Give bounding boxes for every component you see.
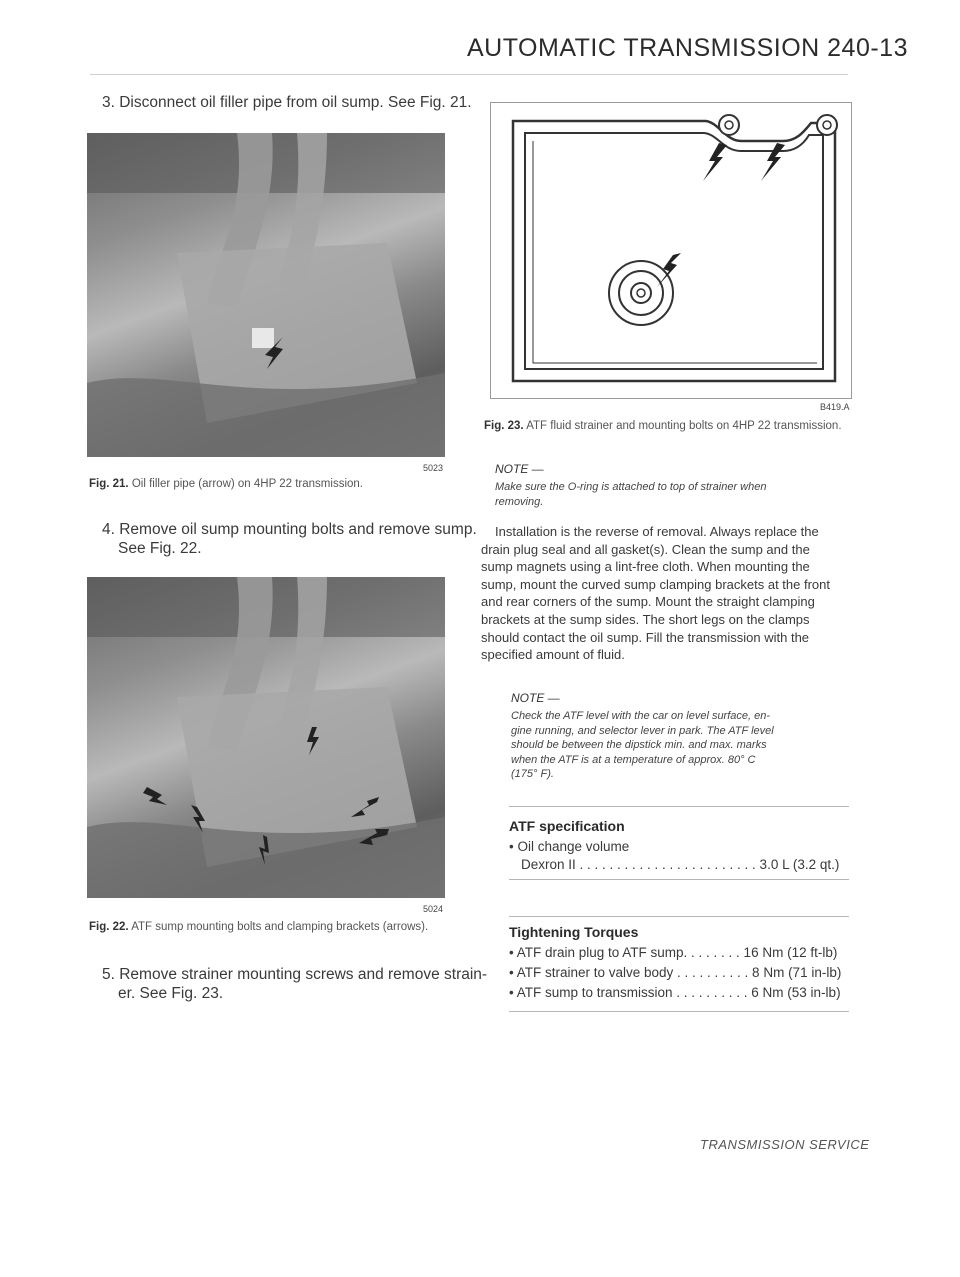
torques-title: Tightening Torques bbox=[509, 924, 639, 940]
installation-line: sump magnets using a lint-free cloth. When mounting the bbox=[481, 559, 810, 575]
installation-paragraph bbox=[481, 523, 849, 664]
fig21-photo-drawing bbox=[87, 133, 445, 457]
fig23-image-number: B419.A bbox=[820, 402, 850, 412]
step-4-line1: 4. Remove oil sump mounting bolts and remove sump. bbox=[102, 521, 477, 538]
fig22-caption-text: ATF sump mounting bolts and clamping brackets (arrows). bbox=[131, 921, 429, 933]
fig22-caption bbox=[89, 920, 428, 935]
fig23-diagram bbox=[490, 102, 852, 399]
fig23-label: Fig. 23. bbox=[484, 420, 524, 432]
fig23-caption-text: ATF fluid strainer and mounting bolts on 4HP 22 transmission. bbox=[526, 420, 842, 432]
installation-line: Installation is the reverse of removal. Always replace the bbox=[495, 524, 819, 539]
torque-line-sump: • ATF sump to transmission . . . . . . . . . . 6 Nm (53 in-lb) bbox=[509, 985, 841, 1000]
spec-bottom-rule bbox=[509, 879, 849, 880]
installation-line: sump, mount the curved sump clamping brackets at the front bbox=[481, 576, 831, 592]
step-5-line1: 5. Remove strainer mounting screws and remove strain- bbox=[102, 966, 488, 983]
note1-heading: NOTE — bbox=[495, 462, 544, 476]
note2-line: gine running, and selector lever in park. The ATF level bbox=[511, 724, 774, 737]
fig23-strainer-drawing bbox=[491, 103, 851, 398]
step-5-line2: er. See Fig. 23. bbox=[118, 985, 224, 1002]
atf-spec-title: ATF specification bbox=[509, 818, 625, 834]
page-header-title: AUTOMATIC TRANSMISSION 240-13 bbox=[467, 34, 908, 62]
atf-spec-item: • Oil change volume bbox=[509, 839, 630, 854]
note2-heading: NOTE — bbox=[511, 691, 560, 705]
torques-top-rule bbox=[509, 916, 849, 917]
note2-line: when the ATF is at a temperature of approx. 80° C bbox=[511, 753, 756, 766]
note2-line: should be between the dipstick min. and max. marks bbox=[511, 739, 767, 751]
step-3-text: 3. Disconnect oil filler pipe from oil sump. See Fig. 21. bbox=[102, 94, 472, 111]
fig21-image-number: 5023 bbox=[423, 463, 444, 473]
note2-line: Check the ATF level with the car on level surface, en- bbox=[511, 710, 771, 722]
installation-line: drain plug seal and all gasket(s). Clean the sump and the bbox=[481, 541, 810, 557]
fig21-caption-text: Oil filler pipe (arrow) on 4HP 22 transmission. bbox=[131, 478, 363, 490]
installation-line: brackets at the sump sides. The short legs on the clamps bbox=[481, 611, 810, 627]
step-4-line2: See Fig. 22. bbox=[118, 540, 202, 557]
fig22-image-number: 5024 bbox=[423, 904, 444, 914]
fig22-photo-drawing bbox=[87, 577, 445, 898]
header-divider bbox=[90, 74, 848, 75]
fig23-caption bbox=[484, 419, 842, 434]
note1-line1: Make sure the O-ring is attached to top of strainer when bbox=[495, 481, 767, 493]
fig22-label: Fig. 22. bbox=[89, 921, 129, 933]
footer-section-title: TRANSMISSION SERVICE bbox=[700, 1137, 870, 1152]
fig21-label: Fig. 21. bbox=[89, 478, 129, 490]
atf-spec-value: Dexron II . . . . . . . . . . . . . . . . . . . . . . . . 3.0 L (3.2 qt.) bbox=[521, 857, 840, 872]
note2-line: (175° F). bbox=[511, 768, 554, 780]
torque-line-drain-plug: • ATF drain plug to ATF sump. . . . . . . . 16 Nm (12 ft-lb) bbox=[509, 945, 838, 960]
installation-line: specified amount of fluid. bbox=[481, 647, 625, 663]
torque-line-strainer: • ATF strainer to valve body . . . . . . . . . . 8 Nm (71 in-lb) bbox=[509, 965, 842, 980]
note2-body bbox=[511, 709, 841, 782]
spec-top-rule bbox=[509, 806, 849, 807]
torques-bottom-rule bbox=[509, 1011, 849, 1012]
fig21-photo bbox=[87, 133, 445, 457]
note1-line2: removing. bbox=[495, 496, 544, 508]
installation-line: and rear corners of the sump. Mount the straight clamping bbox=[481, 594, 815, 610]
fig21-caption bbox=[89, 477, 363, 492]
installation-line: should contact the oil sump. Fill the transmission with the bbox=[481, 629, 810, 645]
fig22-photo bbox=[87, 577, 445, 898]
